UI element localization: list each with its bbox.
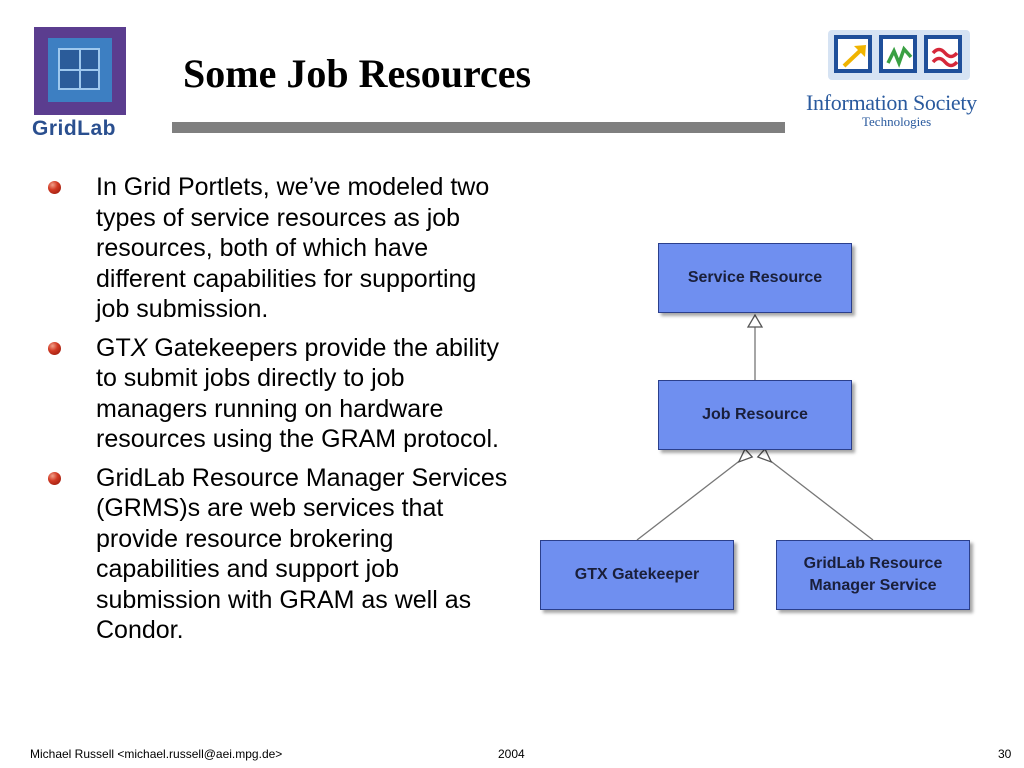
title-underline [172, 122, 785, 133]
bullet-icon [48, 342, 61, 355]
bullet-item [48, 333, 508, 455]
ist-logo-name: Information Society [806, 90, 977, 115]
gridlab-logo-text: GridLab [32, 117, 117, 140]
inheritance-line [637, 459, 742, 540]
footer-year: 2004 [498, 747, 525, 761]
approx-icon [924, 35, 962, 73]
slide-title: Some Job Resources [183, 51, 532, 96]
wave-icon [879, 35, 917, 73]
job-resource-diagram [530, 230, 990, 630]
footer-page-number: 30 [998, 747, 1012, 761]
diagram-node-job-resource: Job Resource [658, 380, 852, 450]
bullet-italic-variable: X [130, 333, 148, 362]
bullet-icon [48, 472, 61, 485]
bullet-list [48, 172, 508, 654]
footer-author: Michael Russell <michael.russell@aei.mpg.de> [30, 747, 283, 761]
diagram-node-grms [776, 540, 970, 610]
diagram-node-grms-line2: Manager Service [809, 577, 937, 594]
inheritance-line [768, 459, 873, 540]
inheritance-arrowhead [748, 315, 762, 327]
bullet-text: In Grid Portlets, we’ve modeled two types of service resources as job resources, both of which have different capabilities for supporting job submission. [96, 173, 490, 323]
bullet-item [48, 172, 508, 325]
bullet-prefix: GT [96, 333, 131, 362]
diagram-node-gtx-gatekeeper: GTX Gatekeeper [540, 540, 734, 610]
diagram-node-service-resource: Service Resource [658, 243, 852, 313]
inheritance-arrowhead [757, 448, 773, 462]
inheritance-arrowhead [737, 448, 753, 462]
gridlab-logo [28, 24, 132, 140]
ist-logo [800, 26, 1000, 130]
bullet-text: GridLab Resource Manager Services (GRMS)s are web services that provide resource brokering capabilities and support job submission with GRAM as well as Condor. [96, 463, 508, 644]
bullet-icon [48, 181, 61, 194]
diagram-node-grms-line1: GridLab Resource [803, 555, 943, 572]
ist-logo-subtitle: Technologies [862, 114, 932, 129]
bullet-text [96, 333, 508, 455]
bullet-item [48, 463, 508, 646]
gridlab-logo-grid-icon [58, 48, 100, 90]
bullet-body: Gatekeepers provide the ability to submit jobs directly to job managers running on hardware resources using the GRAM protocol. [96, 333, 499, 453]
arrow-icon [834, 35, 872, 73]
